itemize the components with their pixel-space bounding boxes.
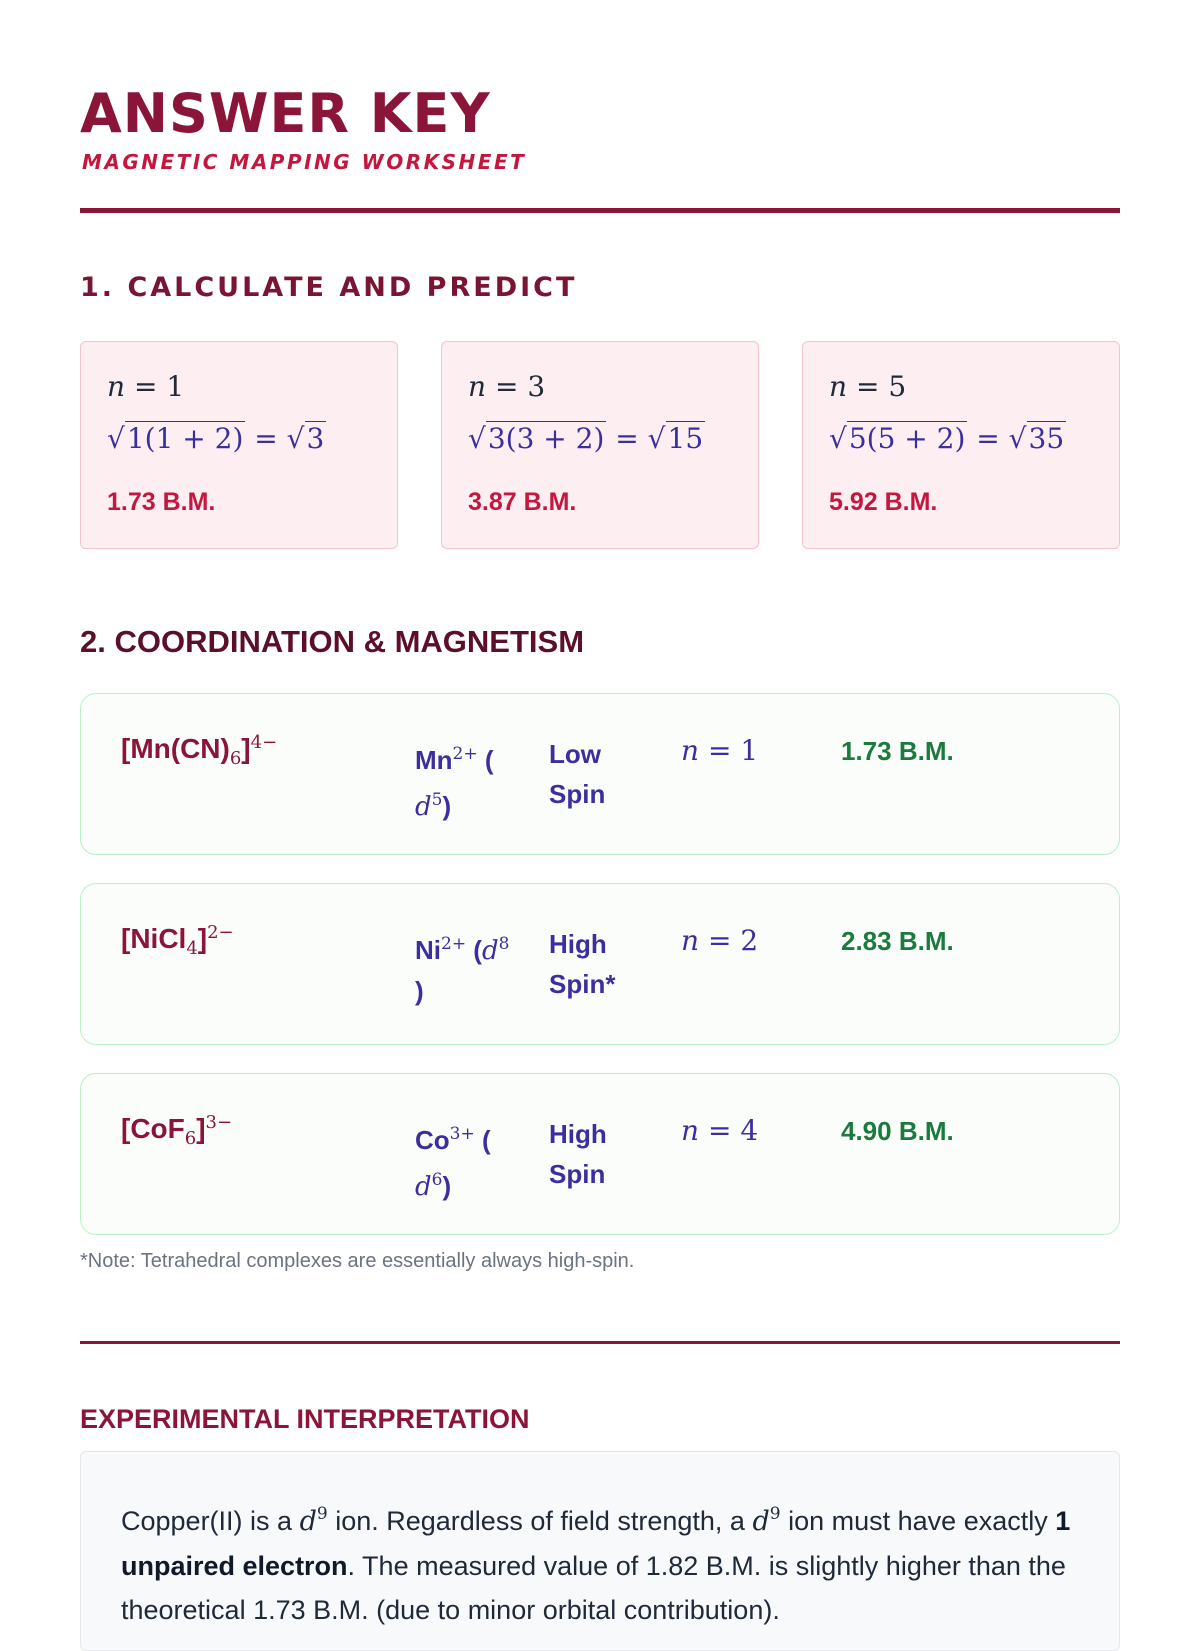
page-subtitle: MAGNETIC MAPPING WORKSHEET [82,150,527,174]
key-phrase: 1 unpaired electron [121,1506,1071,1581]
unpaired-count: n = 1 [681,734,759,767]
unpaired-count: n = 5 [829,370,907,403]
moment-formula: √5(5 + 2) = √35 [829,422,1065,455]
unpaired-count: n = 1 [107,370,185,403]
section-heading-calculate: 1. CALCULATE AND PREDICT [80,272,578,303]
calc-card [80,341,398,549]
complex-formula: $[Mn(CN)_6]^{4-}$ [121,732,278,769]
footnote: *Note: Tetrahedral complexes are essentially always high-spin. [80,1250,635,1272]
magnetic-moment: 5.92 B.M. [829,488,938,516]
section-heading-coordination: 2. COORDINATION & MAGNETISM [80,624,585,659]
magnetic-moment: 1.73 B.M. [107,488,216,516]
interpretation-box [80,1451,1120,1651]
section-divider [80,1341,1120,1344]
complex-card [80,1073,1120,1235]
metal-ion: $Ni^{2+}$ ($d^8$ ) [415,934,510,1006]
complex-card [80,883,1120,1045]
unpaired-count: n = 2 [681,924,759,957]
metal-ion: $Mn^{2+}$ ( $d^5$) [415,744,494,822]
calc-card [441,341,759,549]
unpaired-count: n = 4 [681,1114,759,1147]
spin-state: Low Spin [549,739,606,809]
calc-card [802,341,1120,549]
magnetic-moment: 3.87 B.M. [468,488,577,516]
magnetic-moment: 2.83 B.M. [841,926,954,956]
header-divider [80,208,1120,213]
spin-state: High Spin* [549,929,616,999]
section-heading-interpretation: EXPERIMENTAL INTERPRETATION [80,1404,530,1434]
unpaired-count: n = 3 [468,370,546,403]
complex-formula: $[CoF_6]^{3-}$ [121,1112,233,1149]
interpretation-text: Copper(II) is a $d^9$ ion. Regardless of field strength, a $d^9$ ion must have exactly 1 unpaired electron. The measured value of 1.82 B.M. is slightly higher than the theoretical 1.73 B.M. (due to minor orbital contribution). [121,1504,1071,1625]
magnetic-moment: 4.90 B.M. [841,1116,954,1146]
complex-formula: [NiCl$_4$]$^{2-}$ [121,922,234,959]
complex-card [80,693,1120,855]
moment-formula: √1(1 + 2) = √3 [107,422,325,455]
spin-state: High Spin [549,1119,607,1189]
magnetic-moment: 1.73 B.M. [841,736,954,766]
moment-formula: √3(3 + 2) = √15 [468,422,704,455]
page-title: ANSWER KEY [80,82,491,145]
metal-ion: $Co^{3+}$ ( $d^6$) [415,1124,491,1202]
